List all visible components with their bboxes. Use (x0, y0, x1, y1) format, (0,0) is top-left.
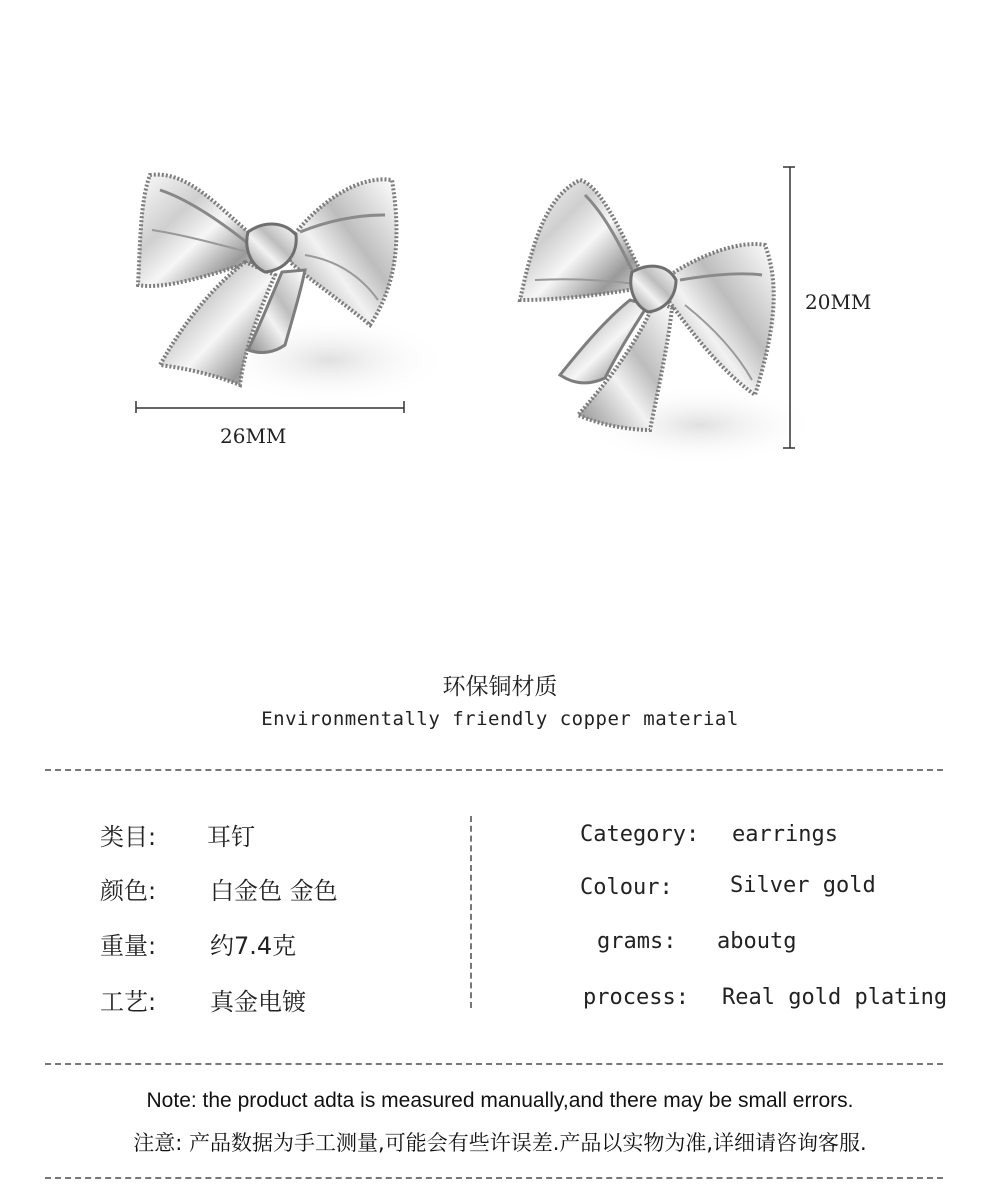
spec-en-value: Silver gold (730, 873, 876, 898)
spec-cn-label: 工艺: (100, 988, 157, 1016)
spec-en-label: grams: (597, 929, 677, 954)
divider-bottom (45, 1177, 943, 1179)
divider-middle (45, 1063, 943, 1065)
spec-en-label: Category: (580, 822, 700, 847)
spec-cn-label: 颜色: (100, 877, 157, 905)
spec-en-label: process: (583, 985, 689, 1010)
spec-en-value: earrings (732, 822, 838, 847)
material-title-en: Environmentally friendly copper material (261, 708, 739, 730)
spec-cn-value: 耳钉 (207, 823, 255, 851)
spec-cn-value: 白金色 金色 (210, 877, 338, 905)
spec-cn-label: 重量: (100, 932, 157, 960)
divider-top (45, 769, 943, 771)
spec-en-value: Real gold plating (722, 985, 948, 1010)
spec-en-label: Colour: (580, 875, 673, 900)
note-cn: 注意: 产品数据为手工测量,可能会有些许误差.产品以实物为准,详细请咨询客服. (133, 1131, 867, 1155)
width-dimension-label: 26MM (220, 424, 287, 448)
left-bow-earring (138, 175, 450, 405)
material-title-cn: 环保铜材质 (442, 674, 558, 700)
height-dimension-label: 20MM (805, 290, 872, 314)
spec-cn-value: 真金电镀 (210, 988, 306, 1016)
right-bow-earring (520, 180, 820, 465)
column-divider (470, 816, 472, 1008)
spec-cn-value: 约7.4克 (210, 932, 297, 960)
spec-cn-label: 类目: (100, 823, 157, 851)
note-en: Note: the product adta is measured manually,and there may be small errors. (146, 1089, 854, 1112)
spec-en-value: aboutg (717, 929, 797, 954)
